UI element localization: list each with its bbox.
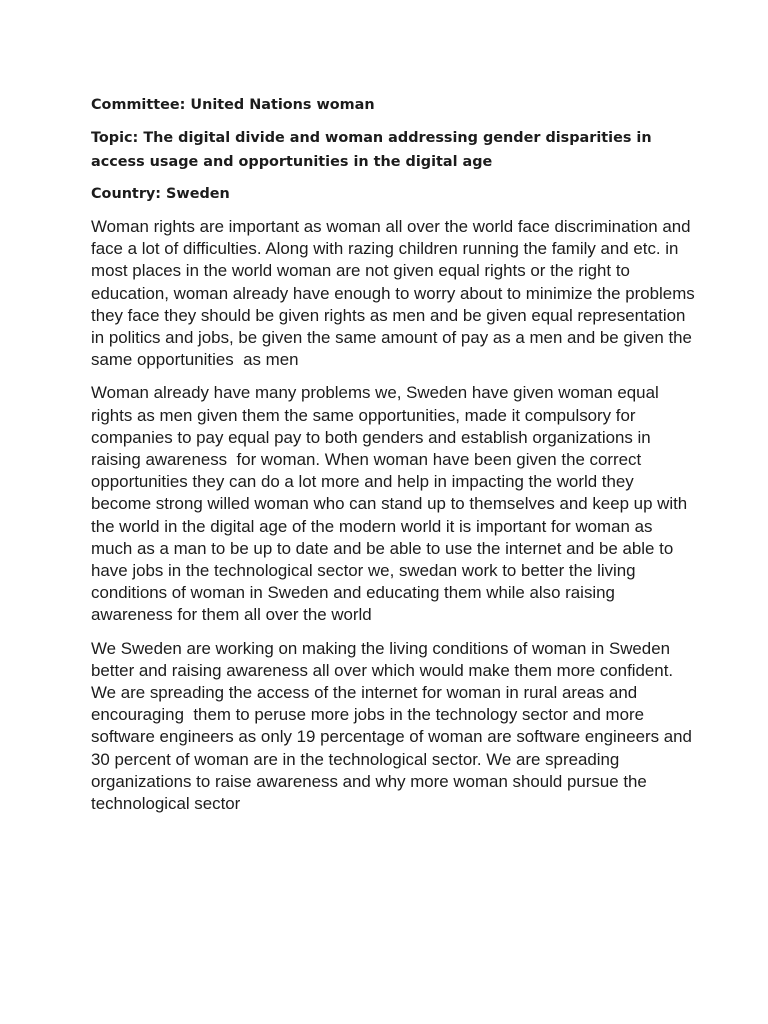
topic-heading: Topic: The digital divide and woman addressing gender disparities in access usage and opportunities in the digital age <box>91 130 652 170</box>
body-paragraph-2: Woman already have many problems we, Sweden have given woman equal rights as men given them the same opportunities, made it compulsory for companies to pay equal pay to both genders and establish organizations in raising awareness for woman. When woman have been given the correct opportunities they can do a lot more and help in impacting the world they become strong willed woman who can stand up to themselves and keep up with the world in the digital age of the modern world it is important for woman as much as a man to be up to date and be able to use the internet and be able to have jobs in the technological sector we, swedan work to better the living conditions of woman in Sweden and educating them while also raising awareness for them all over the world <box>91 383 692 625</box>
body-paragraph-1: Woman rights are important as woman all over the world face discrimination and face a lot of difficulties. Along with razing children running the family and etc. in most places in the world woman are not given equal rights or the right to education, woman already have enough to worry about to minimize the problems they face they should be given rights as men and be given equal representation in politics and jobs, be given the same amount of pay as a men and be given the same opportunities as men <box>91 217 700 370</box>
body-paragraph-3: We Sweden are working on making the living conditions of woman in Sweden better and raising awareness all over which would make them more confident. We are spreading the access of the internet for woman in rural areas and encouraging them to peruse more jobs in the technology sector and more software engineers as only 19 percentage of woman are software engineers and 30 percent of woman are in the technological sector. We are spreading organizations to raise awareness and why more woman should pursue the technological sector <box>91 638 697 814</box>
country-heading: Country: Sweden <box>91 186 230 202</box>
document-page <box>91 93 700 826</box>
committee-heading: Committee: United Nations woman <box>91 97 375 113</box>
